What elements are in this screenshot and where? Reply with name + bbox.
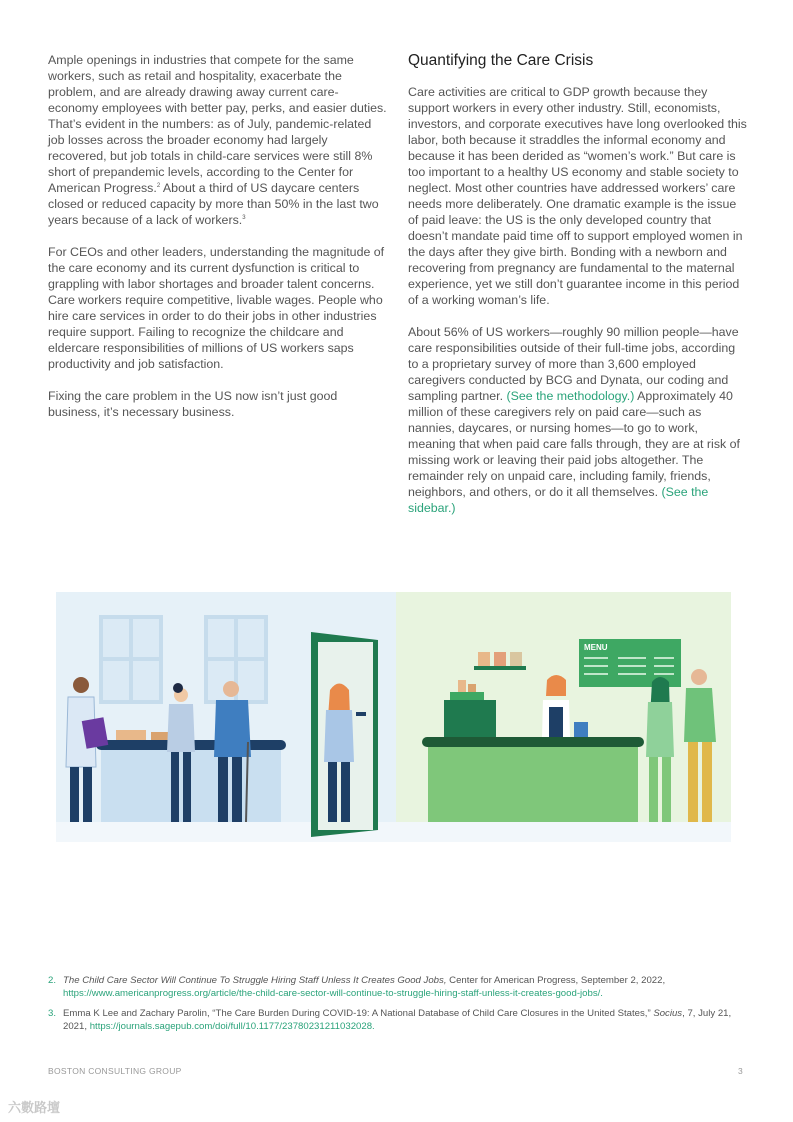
right-p2-text-b: Approximately 40 million of these caregivers rely on paid care—such as nannies, daycares, or nursing homes—to go to work, meaning that when paid care falls through, they are at risk of missing work or leaving their paid jobs altogether. The remainder rely on unpaid care, including family, friends, neighbors, and others, or do it all themselves. bbox=[408, 389, 740, 499]
footnote-text: Emma K Lee and Zachary Parolin, “The Care Burden During COVID-19: A National Database of Child Care Closures in the United States,” bbox=[63, 1008, 654, 1019]
footnote-ref-2[interactable]: 2 bbox=[156, 182, 161, 189]
shelf-with-jars bbox=[474, 652, 526, 670]
footnote-number: 3. bbox=[48, 1008, 57, 1019]
page-number: 3 bbox=[738, 1066, 743, 1076]
footnote-url[interactable]: https://www.americanprogress.org/article/the-child-care-sector-will-continue-to-struggle-hiring-staff-unless-it-creates-good-jobs/. bbox=[63, 987, 603, 999]
left-column bbox=[48, 52, 388, 436]
footnote-url[interactable]: https://journals.sagepub.com/doi/full/10.1177/23780231211032028. bbox=[89, 1020, 375, 1032]
footnote-number: 2. bbox=[48, 975, 57, 986]
footnote-body bbox=[63, 975, 748, 1000]
cafe-counter bbox=[422, 722, 644, 822]
section-heading: Quantifying the Care Crisis bbox=[408, 52, 594, 69]
footnote-title: The Child Care Sector Will Continue To Struggle Hiring Staff Unless It Creates Good Jobs, bbox=[63, 975, 447, 986]
watermark-logo: 六數路壇 bbox=[8, 1100, 61, 1115]
left-paragraph-1 bbox=[48, 52, 388, 228]
footnote-body bbox=[63, 1008, 748, 1033]
footnote-ref-3[interactable]: 3 bbox=[242, 214, 246, 221]
menu-board-label: MENU bbox=[584, 643, 608, 652]
sidebar-link[interactable]: (See the sidebar.) bbox=[408, 485, 709, 515]
right-p2-text-a: About 56% of US workers—roughly 90 million people—have care responsibilities outside of their full-time jobs, according to a proprietary survey of more than 3,600 employed caregivers conducted by BCG and Dynata, our coding and sampling partner. bbox=[408, 325, 739, 403]
right-paragraph-2 bbox=[408, 324, 748, 516]
footnote-text: , 7, July 21, 2021, bbox=[63, 1008, 732, 1032]
care-illustration bbox=[56, 592, 731, 842]
right-column bbox=[408, 52, 748, 532]
methodology-link[interactable]: (See the methodology.) bbox=[506, 389, 635, 403]
footnotes bbox=[48, 975, 748, 1041]
window-left bbox=[101, 617, 161, 702]
footnote-2 bbox=[48, 975, 748, 1000]
footnote-text: Center for American Progress, September 2, 2022, bbox=[446, 975, 666, 986]
left-paragraph-2: For CEOs and other leaders, understanding the magnitude of the care economy and its current dysfunction is critical to grappling with labor shortages and broader talent concerns. Care workers require competitive, livable wages. People who hire care services in order to do their jobs in other industries require support. Failing to recognize the childcare and eldercare responsibilities of millions of US workers saps productivity and job satisfaction. bbox=[48, 245, 385, 371]
left-paragraph-3: Fixing the care problem in the US now isn’t just good business, it’s necessary business. bbox=[48, 389, 338, 419]
left-p1-text-a: Ample openings in industries that compete for the same workers, such as retail and hospitality, exacerbate the problem, and are already drawing away current care-economy employees with better pay, perks, and easier duties. That’s evident in the numbers: as of July, pandemic-related job losses across the broader economy had largely recovered, but job totals in child-care services were still 8% short of prepandemic levels, according to the Center for American Progress. bbox=[48, 53, 387, 195]
left-p1-text-b: About a third of US daycare centers closed or reduced capacity by more than 50% in the last two years because of a lack of workers. bbox=[48, 181, 379, 227]
footnote-journal: Socius bbox=[653, 1008, 683, 1019]
footer-publisher: BOSTON CONSULTING GROUP bbox=[48, 1066, 182, 1076]
footnote-3 bbox=[48, 1008, 748, 1033]
right-paragraph-1: Care activities are critical to GDP growth because they support workers in every other industry. Still, economists, investors, and corporate executives have long overlooked this labor, both because it straddles the informal economy and because it has been derided as “women’s work.” But care is too important to a healthy US economy and stable society to neglect. Most other countries have addressed workers’ care needs more deliberately. One dramatic example is the issue of paid leave: the US is the only developed country that doesn’t mandate paid time off to support employed women in the days after they give birth. Bonding with a newborn and recovering from pregnancy are fundamental to the maternal experience, yet we still don’t guarantee income in this period of a working woman’s life. bbox=[408, 85, 747, 307]
